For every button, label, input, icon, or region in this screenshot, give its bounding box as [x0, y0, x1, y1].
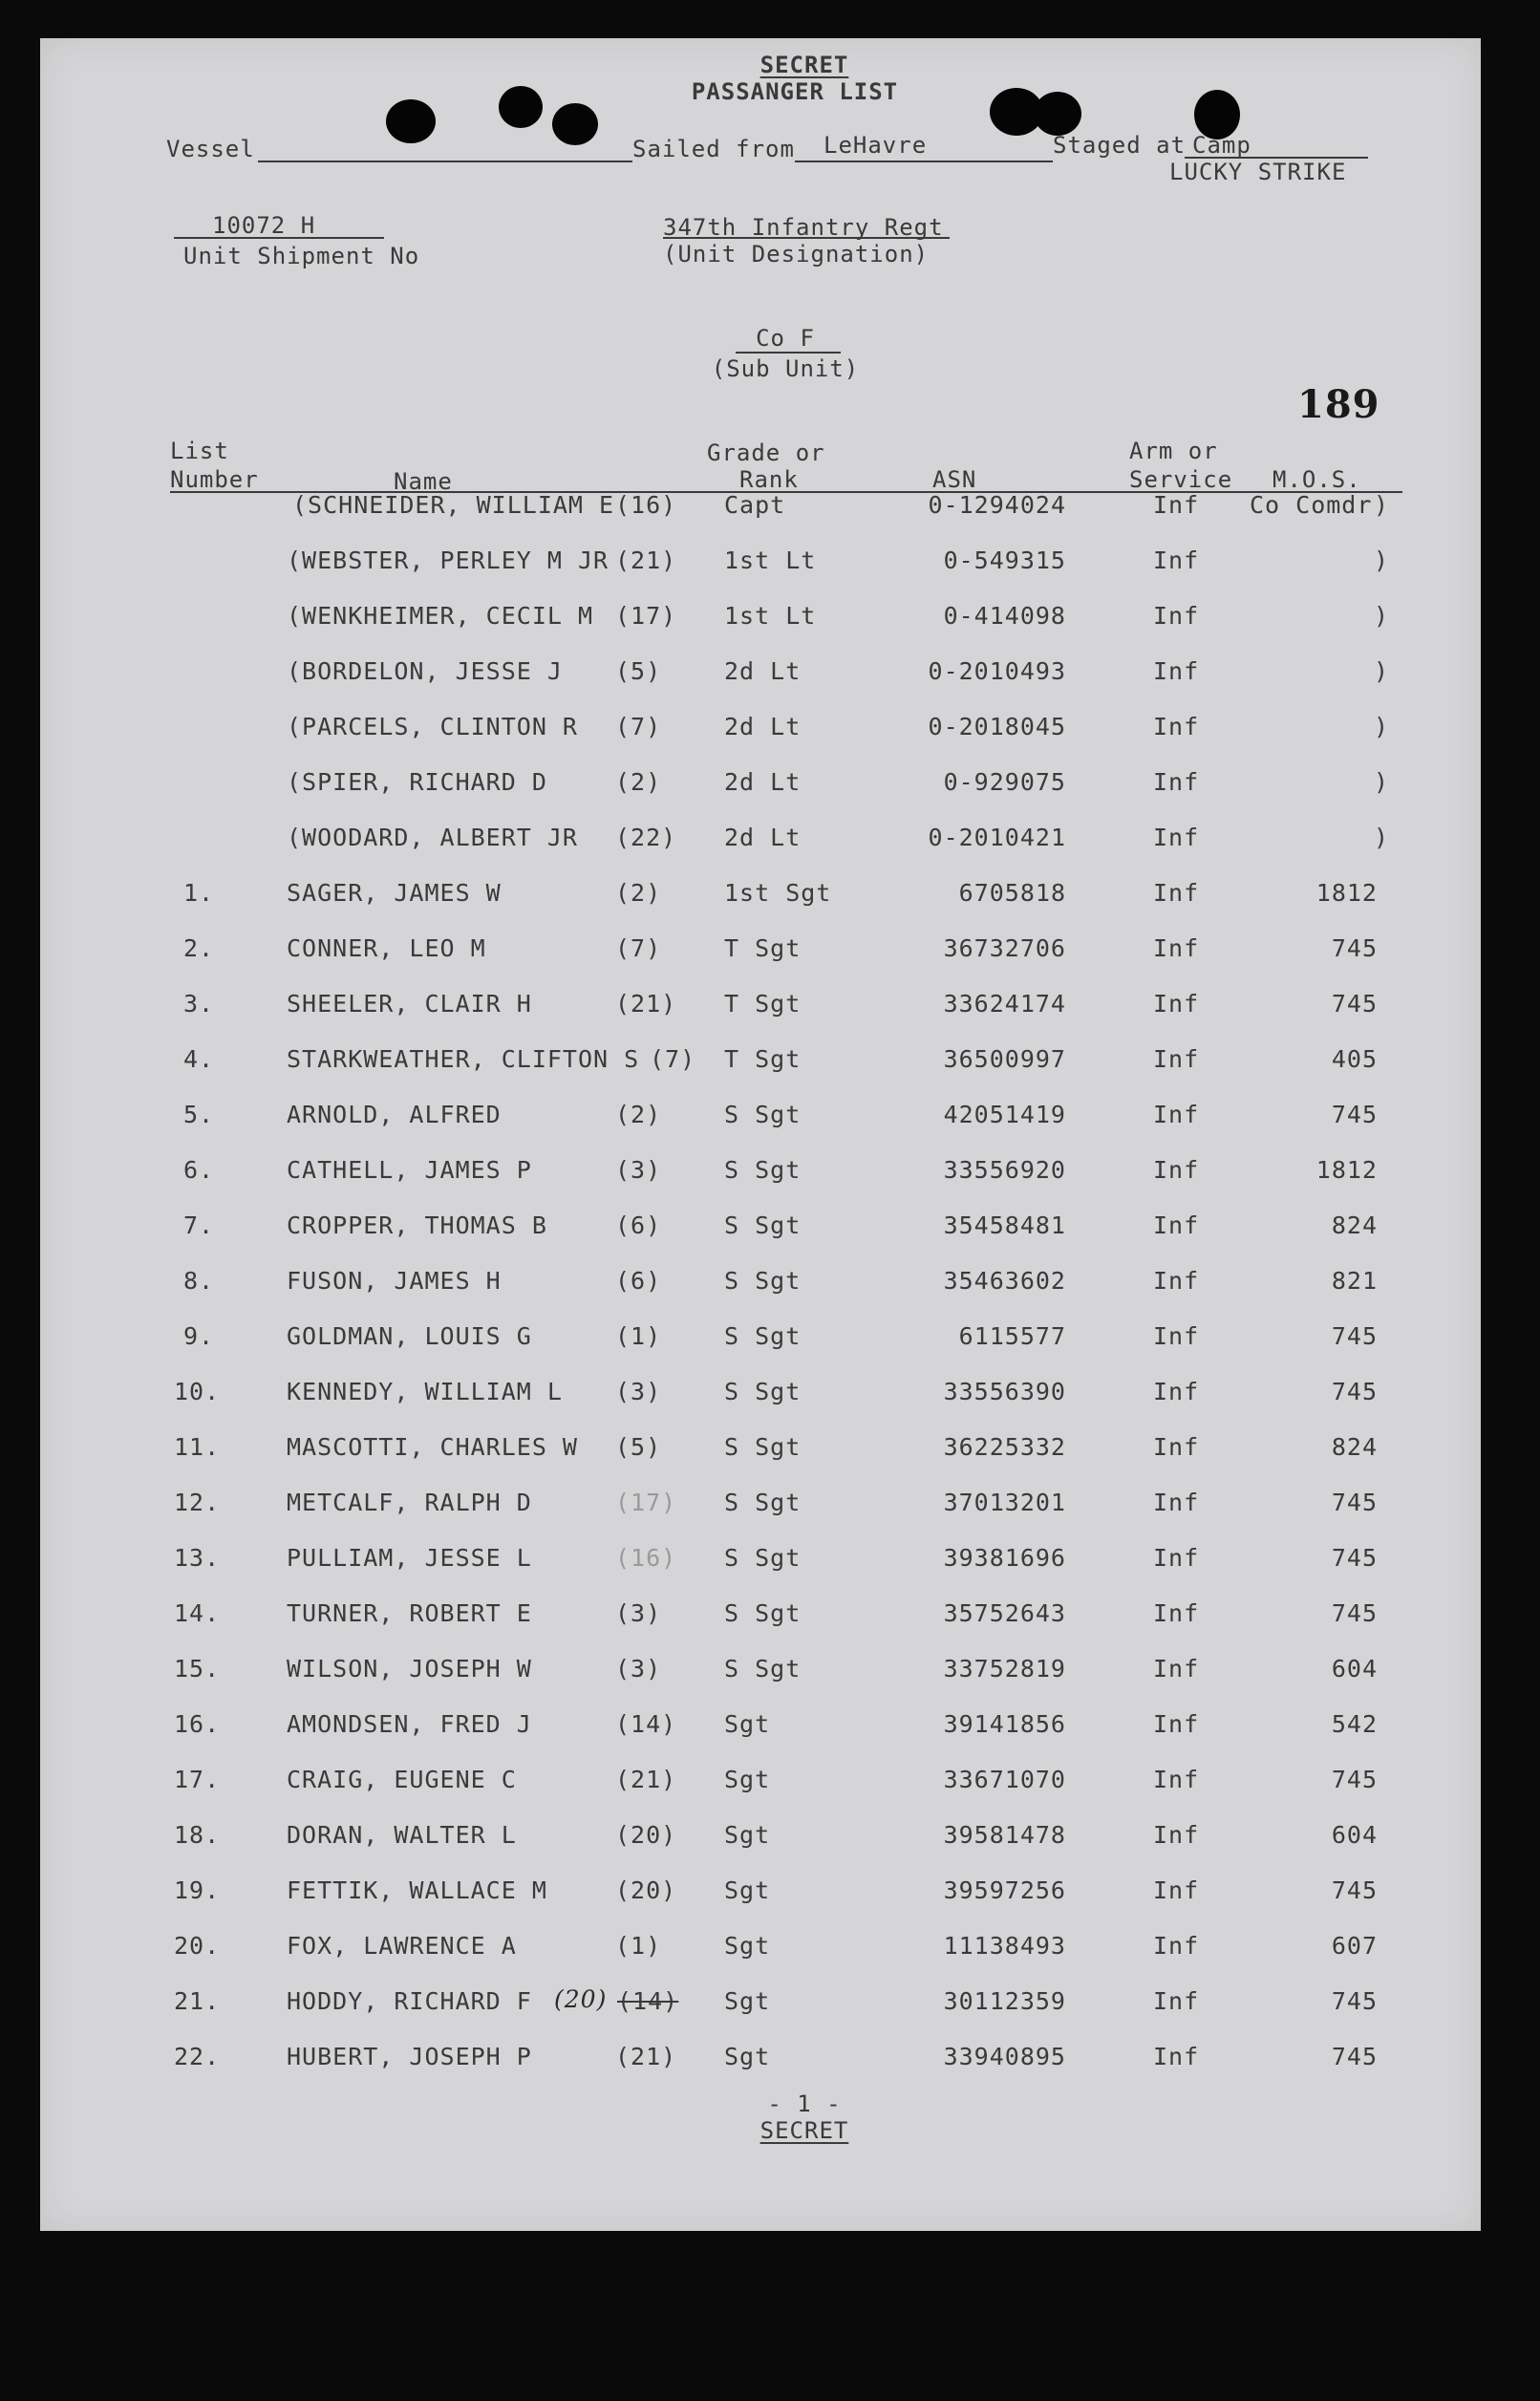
officer-name: (SCHNEIDER, WILLIAM E	[292, 491, 615, 519]
table-row	[40, 1318, 1481, 1357]
table-row	[40, 1762, 1481, 1800]
list-number: 4.	[183, 1045, 215, 1073]
mos: 745	[1331, 1544, 1378, 1572]
column-grade-2: Rank	[739, 466, 799, 493]
sub-unit-code: (17)	[615, 602, 677, 630]
sub-unit-code: (3)	[615, 1655, 662, 1683]
asn: 0-2010421	[928, 824, 1066, 851]
list-number: 9.	[183, 1322, 215, 1350]
grade: Capt	[724, 491, 786, 519]
asn: 39141856	[943, 1710, 1066, 1738]
column-arm: Arm or	[1129, 438, 1218, 464]
table-row	[40, 1928, 1481, 1966]
grade: S Sgt	[724, 1433, 802, 1461]
mos: 745	[1331, 1101, 1378, 1128]
arm-of-service: Inf	[1153, 1655, 1200, 1683]
sub-unit-code: (22)	[615, 824, 677, 851]
enlisted-name: FETTIK, WALLACE M	[287, 1876, 547, 1904]
officer-name: (WEBSTER, PERLEY M JR	[287, 547, 610, 574]
officer-name: (BORDELON, JESSE J	[287, 657, 563, 685]
grade: Sgt	[724, 1766, 771, 1793]
mos: 745	[1331, 2043, 1378, 2070]
enlisted-name: SAGER, JAMES W	[287, 879, 502, 907]
table-row	[40, 1097, 1481, 1135]
closing-paren: )	[1374, 824, 1390, 851]
grade: S Sgt	[724, 1378, 802, 1405]
sub-unit-code: (3)	[615, 1599, 662, 1627]
list-number: 15.	[174, 1655, 221, 1683]
table-row	[40, 764, 1481, 803]
asn: 0-414098	[943, 602, 1066, 630]
grade: S Sgt	[724, 1489, 802, 1516]
asn: 39581478	[943, 1821, 1066, 1849]
arm-of-service: Inf	[1153, 713, 1200, 740]
mos: 824	[1331, 1433, 1378, 1461]
arm-of-service: Inf	[1153, 657, 1200, 685]
list-number: 12.	[174, 1489, 221, 1516]
list-number: 14.	[174, 1599, 221, 1627]
mos: 542	[1331, 1710, 1378, 1738]
arm-of-service: Inf	[1153, 1101, 1200, 1128]
mos: 405	[1331, 1045, 1378, 1073]
enlisted-name: TURNER, ROBERT E	[287, 1599, 532, 1627]
mos: 604	[1331, 1821, 1378, 1849]
sub-unit-code: (21)	[615, 2043, 677, 2070]
table-row	[40, 1706, 1481, 1745]
list-number: 2.	[183, 934, 215, 962]
asn: 6115577	[958, 1322, 1066, 1350]
asn: 33624174	[943, 990, 1066, 1018]
asn: 35752643	[943, 1599, 1066, 1627]
staged-at-label: Staged at	[1053, 132, 1187, 159]
table-row	[40, 931, 1481, 969]
arm-of-service: Inf	[1153, 2043, 1200, 2070]
enlisted-name: FUSON, JAMES H	[287, 1267, 502, 1295]
column-asn: ASN	[932, 466, 977, 493]
table-row	[40, 1429, 1481, 1468]
column-arm-2: Service	[1129, 466, 1233, 493]
asn: 30112359	[943, 1987, 1066, 2015]
table-row	[40, 1540, 1481, 1578]
unit-designation-line	[663, 237, 950, 239]
redaction-blot	[1034, 92, 1081, 136]
sub-unit-line	[736, 352, 841, 354]
arm-of-service: Inf	[1153, 491, 1200, 519]
mos: 745	[1331, 934, 1378, 962]
table-row	[40, 875, 1481, 913]
column-name: Name	[394, 468, 453, 495]
table-row	[40, 1596, 1481, 1634]
grade: 2d Lt	[724, 768, 802, 796]
table-row	[40, 1873, 1481, 1911]
asn: 36732706	[943, 934, 1066, 962]
redaction-blot	[552, 103, 598, 145]
mos: Co Comdr	[1250, 491, 1373, 519]
list-number: 13.	[174, 1544, 221, 1572]
sub-unit-code: (20)	[615, 1821, 677, 1849]
sub-unit-code: (5)	[615, 1433, 662, 1461]
unit-designation-value: 347th Infantry Regt	[663, 214, 944, 241]
sub-unit-code: (6)	[615, 1267, 662, 1295]
mos: 745	[1331, 990, 1378, 1018]
closing-paren: )	[1374, 657, 1390, 685]
list-number: 6.	[183, 1156, 215, 1184]
grade: S Sgt	[724, 1156, 802, 1184]
asn: 33671070	[943, 1766, 1066, 1793]
mos: 745	[1331, 1599, 1378, 1627]
unit-designation-label: (Unit Designation)	[663, 241, 930, 268]
asn: 6705818	[958, 879, 1066, 907]
unit-shipment-no-value: 10072 H	[212, 212, 316, 239]
sub-unit-code: (21)	[615, 1766, 677, 1793]
arm-of-service: Inf	[1153, 1544, 1200, 1572]
asn: 36225332	[943, 1433, 1066, 1461]
sub-unit-code: (17)	[615, 1489, 677, 1516]
grade: Sgt	[724, 1876, 771, 1904]
asn: 0-1294024	[928, 491, 1066, 519]
sub-unit-code: (14)	[615, 1710, 677, 1738]
table-row	[40, 487, 1481, 525]
asn: 33940895	[943, 2043, 1066, 2070]
enlisted-name: GOLDMAN, LOUIS G	[287, 1322, 532, 1350]
mos: 745	[1331, 1766, 1378, 1793]
enlisted-name: AMONDSEN, FRED J	[287, 1710, 532, 1738]
enlisted-name: PULLIAM, JESSE L	[287, 1544, 532, 1572]
asn: 0-2010493	[928, 657, 1066, 685]
grade: S Sgt	[724, 1655, 802, 1683]
mos: 1812	[1315, 1156, 1378, 1184]
list-number: 19.	[174, 1876, 221, 1904]
sub-unit-code: (3)	[615, 1156, 662, 1184]
table-row	[40, 820, 1481, 858]
asn: 0-2018045	[928, 713, 1066, 740]
closing-paren: )	[1374, 768, 1390, 796]
page-stamp: 189	[1297, 382, 1380, 427]
classification-top: SECRET	[759, 52, 849, 78]
closing-paren: )	[1374, 713, 1390, 740]
sub-unit-code: (5)	[615, 657, 662, 685]
mos: 745	[1331, 1322, 1378, 1350]
table-row	[40, 2039, 1481, 2077]
asn: 33556920	[943, 1156, 1066, 1184]
sub-unit-code: (7)	[650, 1045, 696, 1073]
table-row	[40, 1263, 1481, 1301]
arm-of-service: Inf	[1153, 1045, 1200, 1073]
table-row	[40, 598, 1481, 636]
table-row	[40, 654, 1481, 692]
closing-paren: )	[1374, 491, 1390, 519]
sub-unit-code: (7)	[615, 934, 662, 962]
sub-unit-code: (20)	[615, 1876, 677, 1904]
arm-of-service: Inf	[1153, 547, 1200, 574]
vessel-line	[258, 161, 632, 162]
enlisted-name: METCALF, RALPH D	[287, 1489, 532, 1516]
asn: 11138493	[943, 1932, 1066, 1960]
document-title: PASSANGER LIST	[691, 78, 899, 105]
sub-unit-code: (1)	[615, 1932, 662, 1960]
grade: 1st Lt	[724, 547, 817, 574]
arm-of-service: Inf	[1153, 1821, 1200, 1849]
enlisted-name: STARKWEATHER, CLIFTON S	[287, 1045, 640, 1073]
mos: 604	[1331, 1655, 1378, 1683]
list-number: 16.	[174, 1710, 221, 1738]
sailed-from-value: LeHavre	[823, 132, 928, 159]
table-row	[40, 1041, 1481, 1080]
mos: 607	[1331, 1932, 1378, 1960]
handwritten-sub-unit-correction: (20)	[554, 1985, 608, 2013]
page-number: - 1 -	[767, 2090, 842, 2117]
list-number: 8.	[183, 1267, 215, 1295]
staged-at-camp-name: LUCKY STRIKE	[1169, 159, 1347, 185]
unit-shipment-no-label: Unit Shipment No	[183, 243, 420, 269]
asn: 37013201	[943, 1489, 1066, 1516]
enlisted-name: DORAN, WALTER L	[287, 1821, 517, 1849]
arm-of-service: Inf	[1153, 1599, 1200, 1627]
grade: S Sgt	[724, 1322, 802, 1350]
redaction-blot	[499, 86, 543, 128]
enlisted-name: CROPPER, THOMAS B	[287, 1211, 547, 1239]
enlisted-name: CONNER, LEO M	[287, 934, 486, 962]
table-row	[40, 1152, 1481, 1190]
column-list-number: List	[170, 438, 229, 464]
enlisted-name: CRAIG, EUGENE C	[287, 1766, 517, 1793]
enlisted-name: FOX, LAWRENCE A	[287, 1932, 517, 1960]
list-number: 22.	[174, 2043, 221, 2070]
list-number: 1.	[183, 879, 215, 907]
asn: 39597256	[943, 1876, 1066, 1904]
enlisted-name: SHEELER, CLAIR H	[287, 990, 532, 1018]
grade: 1st Lt	[724, 602, 817, 630]
sub-unit-code: (1)	[615, 1322, 662, 1350]
enlisted-name: HUBERT, JOSEPH P	[287, 2043, 532, 2070]
mos: 745	[1331, 1489, 1378, 1516]
grade: Sgt	[724, 1932, 771, 1960]
classification-bottom: SECRET	[759, 2117, 849, 2144]
list-number: 20.	[174, 1932, 221, 1960]
sailed-from-label: Sailed from	[632, 136, 795, 162]
list-number: 18.	[174, 1821, 221, 1849]
unit-shipment-line	[174, 237, 384, 239]
list-number: 21.	[174, 1987, 221, 2015]
table-row	[40, 986, 1481, 1024]
sailed-from-line	[795, 161, 1053, 162]
sub-unit-code: (16)	[615, 1544, 677, 1572]
enlisted-name: KENNEDY, WILLIAM L	[287, 1378, 563, 1405]
list-number: 17.	[174, 1766, 221, 1793]
arm-of-service: Inf	[1153, 879, 1200, 907]
sub-unit-label: (Sub Unit)	[711, 355, 860, 382]
enlisted-name: HODDY, RICHARD F	[287, 1987, 532, 2015]
arm-of-service: Inf	[1153, 1211, 1200, 1239]
arm-of-service: Inf	[1153, 602, 1200, 630]
arm-of-service: Inf	[1153, 1710, 1200, 1738]
officer-name: (WENKHEIMER, CECIL M	[287, 602, 594, 630]
arm-of-service: Inf	[1153, 1489, 1200, 1516]
arm-of-service: Inf	[1153, 1932, 1200, 1960]
column-mos: M.O.S.	[1273, 466, 1361, 493]
list-number: 3.	[183, 990, 215, 1018]
grade: 2d Lt	[724, 657, 802, 685]
asn: 35458481	[943, 1211, 1066, 1239]
arm-of-service: Inf	[1153, 990, 1200, 1018]
sub-unit-code: (3)	[615, 1378, 662, 1405]
grade: Sgt	[724, 1821, 771, 1849]
enlisted-name: ARNOLD, ALFRED	[287, 1101, 502, 1128]
sub-unit-code: (2)	[615, 1101, 662, 1128]
arm-of-service: Inf	[1153, 1378, 1200, 1405]
grade: Sgt	[724, 2043, 771, 2070]
mos: 745	[1331, 1378, 1378, 1405]
sub-unit-value: Co F	[756, 325, 815, 352]
list-number: 5.	[183, 1101, 215, 1128]
arm-of-service: Inf	[1153, 934, 1200, 962]
enlisted-name: WILSON, JOSEPH W	[287, 1655, 532, 1683]
asn: 0-929075	[943, 768, 1066, 796]
arm-of-service: Inf	[1153, 1267, 1200, 1295]
grade: S Sgt	[724, 1267, 802, 1295]
officer-name: (PARCELS, CLINTON R	[287, 713, 578, 740]
table-row	[40, 1208, 1481, 1246]
grade: 2d Lt	[724, 824, 802, 851]
arm-of-service: Inf	[1153, 1433, 1200, 1461]
arm-of-service: Inf	[1153, 1156, 1200, 1184]
column-grade: Grade or	[707, 439, 825, 466]
asn: 33556390	[943, 1378, 1066, 1405]
asn: 33752819	[943, 1655, 1066, 1683]
redaction-blot	[386, 99, 436, 143]
mos: 824	[1331, 1211, 1378, 1239]
mos: 745	[1331, 1987, 1378, 2015]
arm-of-service: Inf	[1153, 824, 1200, 851]
sub-unit-code: (7)	[615, 713, 662, 740]
asn: 36500997	[943, 1045, 1066, 1073]
grade: S Sgt	[724, 1101, 802, 1128]
mos: 1812	[1315, 879, 1378, 907]
sub-unit-code: (21)	[615, 990, 677, 1018]
officer-name: (WOODARD, ALBERT JR	[287, 824, 578, 851]
asn: 42051419	[943, 1101, 1066, 1128]
table-row	[40, 1485, 1481, 1523]
list-number: 7.	[183, 1211, 215, 1239]
sub-unit-code: (2)	[615, 879, 662, 907]
asn: 35463602	[943, 1267, 1066, 1295]
closing-paren: )	[1374, 547, 1390, 574]
table-row	[40, 709, 1481, 747]
grade: T Sgt	[724, 990, 802, 1018]
officer-name: (SPIER, RICHARD D	[287, 768, 547, 796]
sub-unit-code: (14)	[617, 1987, 679, 2015]
arm-of-service: Inf	[1153, 1876, 1200, 1904]
sub-unit-code: (6)	[615, 1211, 662, 1239]
grade: S Sgt	[724, 1211, 802, 1239]
asn: 39381696	[943, 1544, 1066, 1572]
column-list-number-2: Number	[170, 466, 259, 493]
grade: T Sgt	[724, 1045, 802, 1073]
grade: Sgt	[724, 1987, 771, 2015]
list-number: 11.	[174, 1433, 221, 1461]
grade: S Sgt	[724, 1544, 802, 1572]
grade: 2d Lt	[724, 713, 802, 740]
document-page	[40, 38, 1481, 2231]
grade: Sgt	[724, 1710, 771, 1738]
arm-of-service: Inf	[1153, 1987, 1200, 2015]
mos: 745	[1331, 1876, 1378, 1904]
closing-paren: )	[1374, 602, 1390, 630]
asn: 0-549315	[943, 547, 1066, 574]
sub-unit-code: (16)	[615, 491, 677, 519]
enlisted-name: MASCOTTI, CHARLES W	[287, 1433, 578, 1461]
table-row	[40, 1651, 1481, 1689]
vessel-label: Vessel	[166, 136, 255, 162]
staged-at-value: Camp	[1192, 132, 1251, 159]
table-row	[40, 1374, 1481, 1412]
sub-unit-code: (21)	[615, 547, 677, 574]
sub-unit-code: (2)	[615, 768, 662, 796]
grade: S Sgt	[724, 1599, 802, 1627]
mos: 821	[1331, 1267, 1378, 1295]
arm-of-service: Inf	[1153, 1322, 1200, 1350]
grade: 1st Sgt	[724, 879, 832, 907]
enlisted-name: CATHELL, JAMES P	[287, 1156, 532, 1184]
table-row	[40, 1817, 1481, 1855]
table-row	[40, 1983, 1481, 2022]
table-row	[40, 543, 1481, 581]
list-number: 10.	[174, 1378, 221, 1405]
arm-of-service: Inf	[1153, 768, 1200, 796]
arm-of-service: Inf	[1153, 1766, 1200, 1793]
grade: T Sgt	[724, 934, 802, 962]
